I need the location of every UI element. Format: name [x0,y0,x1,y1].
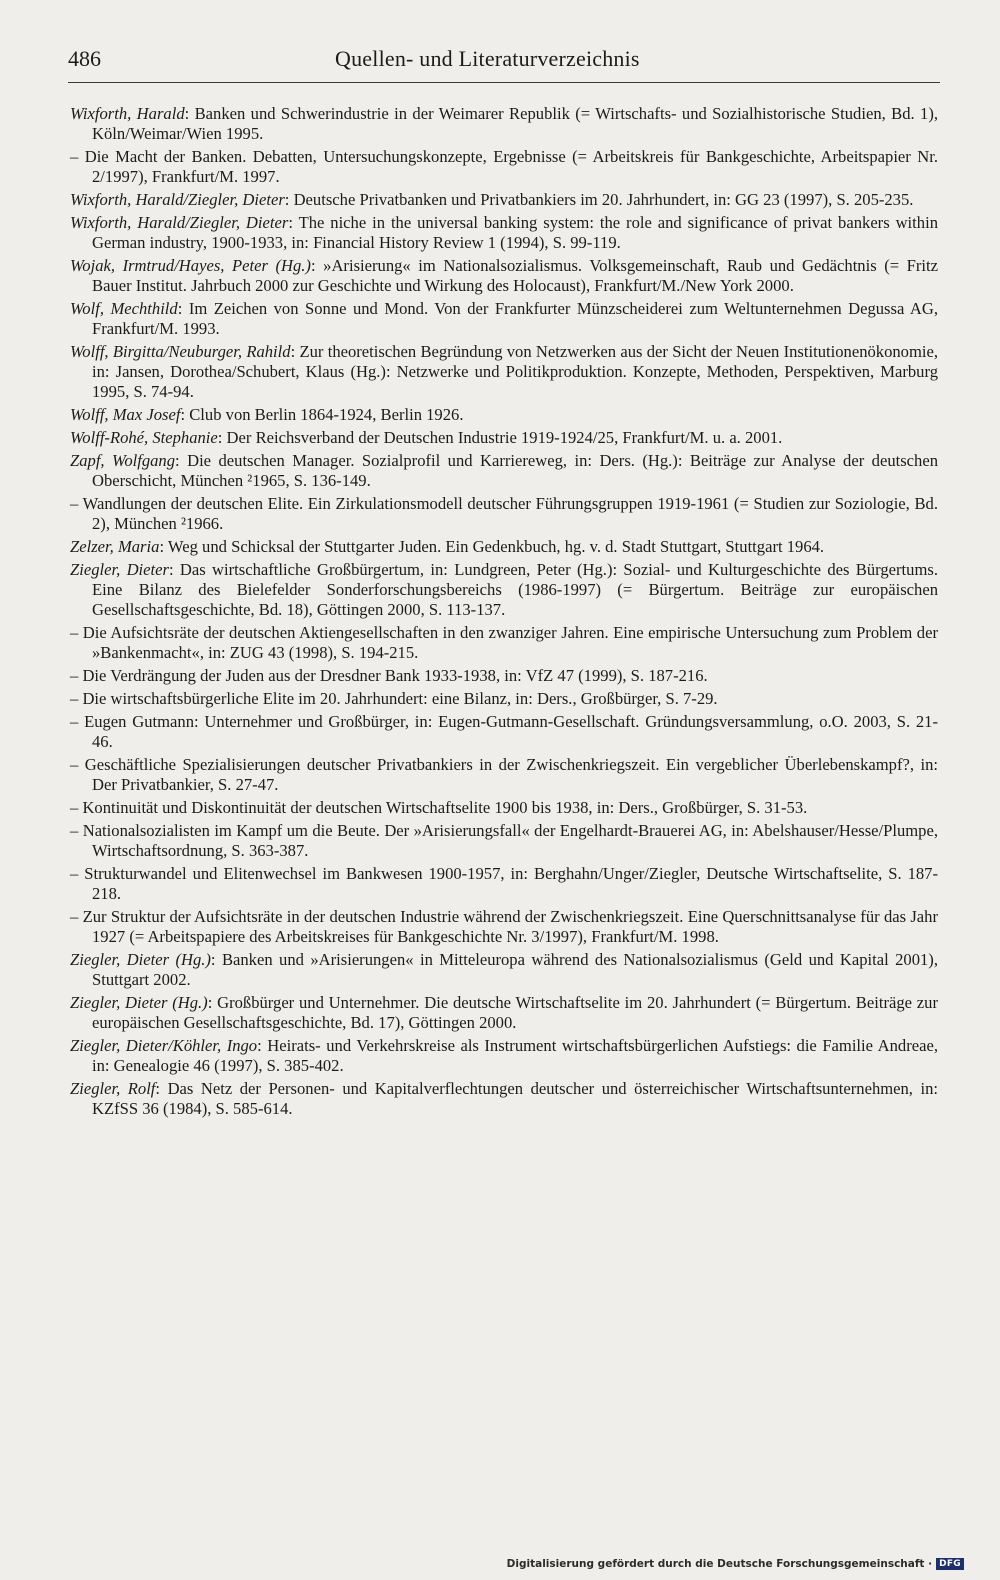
entry-text: Großbürger und Unternehmer. Die deutsche Wirtschaftselite im 20. Jahrhundert (= Bürgertum. Beiträge zur europäischen Gesellschaftsgeschichte, Bd. 17), Göttingen 2000. [92,993,938,1032]
bibliography-entry [70,712,938,752]
entry-separator: : [155,1079,161,1098]
page-number: 486 [68,46,101,71]
entry-author: Wolff, Birgitta/Neuburger, Rahild [70,342,291,361]
bibliography-entry [70,666,938,686]
entry-text: Banken und Schwerindustrie in der Weimarer Republik (= Wirtschafts- und Sozialhistorische Studien, Bd. 1), Köln/Weimar/Wien 1995. [92,104,938,143]
entry-separator: : [284,190,290,209]
entry-separator: : [207,993,213,1012]
bibliography-list [70,104,938,1122]
entry-author: Wojak, Irmtrud/Hayes, Peter (Hg.) [70,256,311,275]
entry-text: Weg und Schicksal der Stuttgarter Juden. Ein Gedenkbuch, hg. v. d. Stadt Stuttgart, Stuttgart 1964. [164,537,825,556]
bibliography-entry [70,623,938,663]
entry-separator: : [177,299,183,318]
entry-text: Banken und »Arisierungen« in Mitteleuropa während des Nationalsozialismus (Geld und Kapital 2001), Stuttgart 2002. [92,950,938,989]
bibliography-entry [70,993,938,1033]
entry-separator: : [217,428,223,447]
bibliography-entry [70,1036,938,1076]
entry-author: Ziegler, Dieter/Köhler, Ingo [70,1036,258,1055]
bibliography-entry [70,405,938,425]
digitization-credit [507,1558,964,1570]
entry-separator: : [210,950,216,969]
entry-separator: : [159,537,165,556]
bibliography-entry [70,428,938,448]
entry-author: Zelzer, Maria [70,537,160,556]
bibliography-entry [70,689,938,709]
entry-text: – Zur Struktur der Aufsichtsräte in der deutschen Industrie während der Zwischenkriegszeit. Eine Querschnittsanalyse für das Jahr 1927 (= Arbeitspapiere des Arbeitskreises für Bankgeschichte Nr. 3/1997), Frankfurt/M. 1998. [70,907,938,946]
entry-text: – Nationalsozialisten im Kampf um die Beute. Der »Arisierungsfall« der Engelhardt-Brauerei AG, in: Abelshauser/Hesse/Plumpe, Wirtschaftsordnung, S. 363-387. [70,821,938,860]
bibliography-entry [70,864,938,904]
bibliography-entry [70,537,938,557]
entry-author: Wolff, Max Josef [70,405,181,424]
entry-text: Club von Berlin 1864-1924, Berlin 1926. [185,405,464,424]
entry-text: – Die Macht der Banken. Debatten, Untersuchungskonzepte, Ergebnisse (= Arbeitskreis für Bankgeschichte, Arbeitspapier Nr. 2/1997), Frankfurt/M. 1997. [70,147,938,186]
entry-text: The niche in the universal banking system: the role and significance of privat bankers within German industry, 1900-1933, in: Financial History Review 1 (1994), S. 99-119. [92,213,938,252]
entry-text: Zur theoretischen Begründung von Netzwerken aus der Sicht der Neuen Institutionenökonomie, in: Jansen, Dorothea/Schubert, Klaus (Hg.): Netzwerke und Politikproduktion. Konzepte, Methoden, Perspektiven, Marburg 1995, S. 74-94. [92,342,939,401]
bibliography-entry [70,104,938,144]
entry-author: Zapf, Wolfgang [70,451,176,470]
bibliography-entry [70,755,938,795]
bibliography-entry [70,342,938,402]
entry-author: Wixforth, Harald [70,104,185,123]
bibliography-entry [70,147,938,187]
entry-text: Das Netz der Personen- und Kapitalverflechtungen deutscher und österreichischer Wirtschaftsunternehmen, in: KZfSS 36 (1984), S. 585-614. [92,1079,938,1118]
bibliography-entry [70,494,938,534]
entry-text: Im Zeichen von Sonne und Mond. Von der Frankfurter Münzscheiderei zum Weltunternehmen Degussa AG, Frankfurt/M. 1993. [92,299,938,338]
entry-text: – Kontinuität und Diskontinuität der deutschen Wirtschaftselite 1900 bis 1938, in: Ders., Großbürger, S. 31-53. [70,798,808,817]
bibliography-entry [70,1079,938,1119]
bibliography-entry [70,798,938,818]
entry-separator: : [175,451,180,470]
bibliography-entry [70,299,938,339]
entry-author: Ziegler, Dieter (Hg.) [70,950,211,969]
entry-text: »Arisierung« im Nationalsozialismus. Volksgemeinschaft, Raub und Gedächtnis (= Fritz Bauer Institut. Jahrbuch 2000 zur Geschichte und Wirkung des Holocaust), Frankfurt/M./New York 2000. [92,256,939,295]
bibliography-entry [70,213,938,253]
entry-text: – Die wirtschaftsbürgerliche Elite im 20. Jahrhundert: eine Bilanz, in: Ders., Großbürger, S. 7-29. [70,689,718,708]
entry-author: Wixforth, Harald/Ziegler, Dieter [70,213,289,232]
entry-text: Heirats- und Verkehrskreise als Instrument wirtschaftsbürgerlichen Aufstiegs: die Familie Andreae, in: Genealogie 46 (1997), S. 385-402. [92,1036,938,1075]
entry-text: – Die Aufsichtsräte der deutschen Aktiengesellschaften in den zwanziger Jahren. Eine empirische Untersuchung zum Problem der »Bankenmacht«, in: ZUG 43 (1998), S. 194-215. [70,623,938,662]
entry-separator: : [168,560,174,579]
entry-author: Ziegler, Rolf [70,1079,156,1098]
entry-text: – Eugen Gutmann: Unternehmer und Großbürger, in: Eugen-Gutmann-Gesellschaft. Gründungsversammlung, o.O. 2003, S. 21-46. [70,712,938,751]
entry-author: Ziegler, Dieter [70,560,169,579]
entry-author: Ziegler, Dieter (Hg.) [70,993,208,1012]
bibliography-entry [70,560,938,620]
entry-text: Der Reichsverband der Deutschen Industrie 1919-1924/25, Frankfurt/M. u. a. 2001. [222,428,783,447]
bibliography-entry [70,256,938,296]
running-title: Quellen- und Literaturverzeichnis [335,46,640,71]
entry-text: – Die Verdrängung der Juden aus der Dresdner Bank 1933-1938, in: VfZ 47 (1999), S. 187-216. [70,666,708,685]
entry-separator: : [257,1036,262,1055]
entry-separator: : [290,342,296,361]
entry-text: Die deutschen Manager. Sozialprofil und Karriereweg, in: Ders. (Hg.): Beiträge zur Analyse der deutschen Oberschicht, München ²1965, S. 136-149. [92,451,939,490]
entry-separator: : [288,213,293,232]
entry-text: Deutsche Privatbanken und Privatbankiers im 20. Jahrhundert, in: GG 23 (1997), S. 205-235. [289,190,914,209]
entry-separator: : [180,405,186,424]
bibliography-entry [70,451,938,491]
entry-text: – Strukturwandel und Elitenwechsel im Bankwesen 1900-1957, in: Berghahn/Unger/Ziegler, Deutsche Wirtschaftselite, S. 187-218. [70,864,938,903]
entry-author: Wolf, Mechthild [70,299,178,318]
dfg-logo: DFG [936,1558,964,1570]
entry-text: Das wirtschaftliche Großbürgertum, in: Lundgreen, Peter (Hg.): Sozial- und Kulturgeschichte des Bürgertums. Eine Bilanz des Bielefelder Sonderforschungsbereichs (1986-1997) (= Bürgertum. Beiträge zur europäischen Gesellschaftsgeschichte, Bd. 18), Göttingen 2000, S. 113-137. [92,560,938,619]
entry-author: Wixforth, Harald/Ziegler, Dieter [70,190,285,209]
entry-separator: : [184,104,190,123]
bibliography-entry [70,950,938,990]
page-header [68,42,940,83]
bibliography-entry [70,190,938,210]
credit-text: Digitalisierung gefördert durch die Deutsche Forschungsgemeinschaft · [506,1558,933,1570]
entry-text: – Wandlungen der deutschen Elite. Ein Zirkulationsmodell deutscher Führungsgruppen 1919-1961 (= Studien zur Soziologie, Bd. 2), München ²1966. [70,494,938,533]
entry-separator: : [310,256,316,275]
entry-author: Wolff-Rohé, Stephanie [70,428,218,447]
entry-text: – Geschäftliche Spezialisierungen deutscher Privatbankiers in der Zwischenkriegszeit. Ein vergeblicher Überlebenskampf?, in: Der Privatbankier, S. 27-47. [70,755,938,794]
bibliography-entry [70,907,938,947]
bibliography-entry [70,821,938,861]
